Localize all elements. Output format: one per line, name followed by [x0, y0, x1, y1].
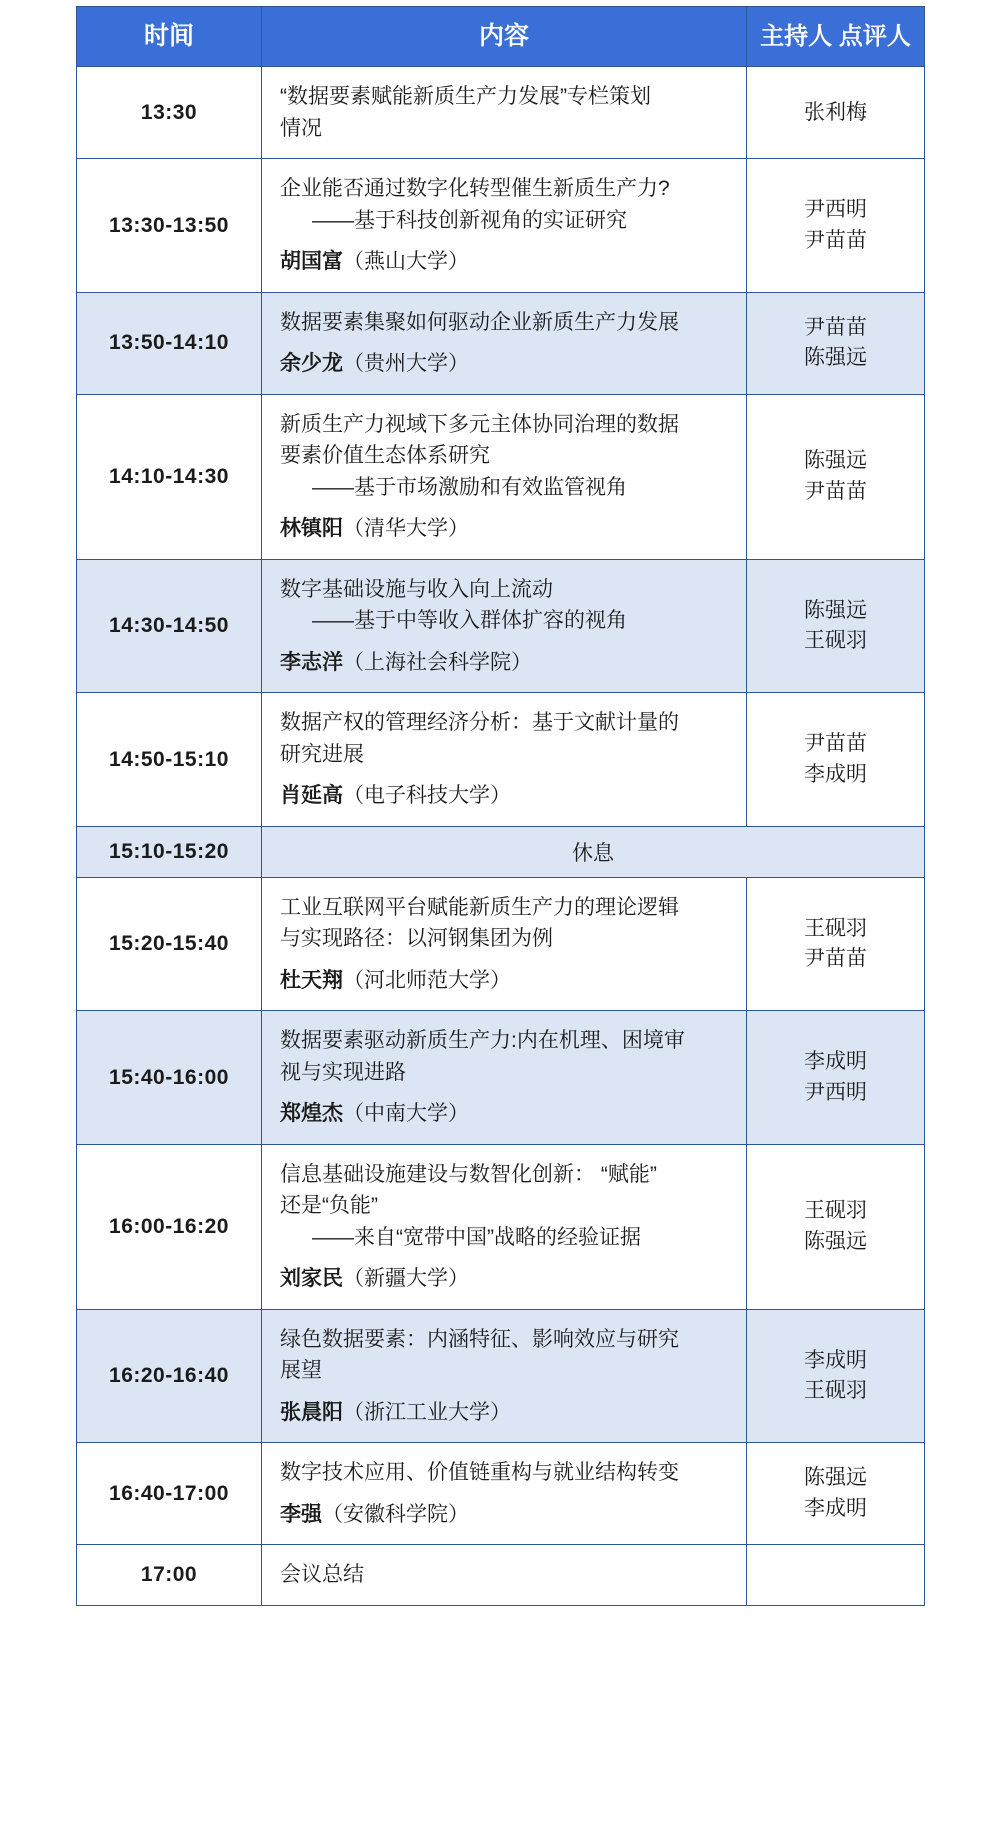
- session-hosts: [747, 693, 925, 827]
- host-name: 王砚羽: [804, 1379, 867, 1402]
- session-time: 16:40-17:00: [77, 1443, 262, 1545]
- session-hosts: [747, 1443, 925, 1545]
- speaker-line: [280, 1397, 732, 1429]
- host-name: 尹苗苗: [804, 732, 867, 756]
- session-hosts: [747, 67, 925, 159]
- host-name: 王砚羽: [804, 1199, 867, 1223]
- host-name: 陈强远: [804, 346, 867, 370]
- content-line: ——基于市场激励和有效监管视角: [312, 475, 627, 499]
- session-hosts: [747, 1144, 925, 1309]
- speaker-affiliation: （浙江工业大学）: [343, 1400, 511, 1424]
- content-line: 绿色数据要素：内涵特征、影响效应与研究: [280, 1327, 679, 1351]
- host-name: 陈强远: [804, 1229, 867, 1253]
- content-line: 还是“负能”: [280, 1194, 378, 1218]
- table-body: [77, 67, 925, 1606]
- session-time: 15:10-15:20: [77, 826, 262, 877]
- content-line: 视与实现进路: [280, 1060, 406, 1084]
- content-line: 信息基础设施建设与数智化创新： “赋能”: [280, 1162, 657, 1186]
- header-row: [77, 7, 925, 67]
- speaker-line: [280, 246, 732, 278]
- content-line: 数据要素驱动新质生产力:内在机理、困境审: [280, 1029, 685, 1053]
- agenda-table: [76, 6, 925, 1606]
- speaker-line: [280, 513, 732, 545]
- session-content: [262, 559, 747, 693]
- content-line: 工业互联网平台赋能新质生产力的理论逻辑: [280, 895, 679, 919]
- session-content: [262, 877, 747, 1011]
- session-time: 17:00: [77, 1545, 262, 1606]
- session-time: 14:10-14:30: [77, 394, 262, 559]
- speaker-affiliation: （河北师范大学）: [343, 968, 511, 992]
- speaker-affiliation: （电子科技大学）: [343, 784, 511, 808]
- header-host-line2: 点评人: [838, 22, 911, 50]
- speaker-name: 郑煌杰: [280, 1102, 343, 1126]
- host-name: 陈强远: [804, 1466, 867, 1490]
- header-content: 内容: [262, 7, 747, 67]
- content-line: 数字技术应用、价值链重构与就业结构转变: [280, 1461, 679, 1485]
- host-name: 李成明: [804, 1348, 867, 1372]
- content-line: 数字基础设施与收入向上流动: [280, 577, 553, 601]
- table-row: [77, 159, 925, 293]
- session-time: 14:30-14:50: [77, 559, 262, 693]
- session-hosts: [747, 292, 925, 394]
- content-line: 会议总结: [280, 1563, 364, 1587]
- host-name: 尹苗苗: [804, 315, 867, 339]
- session-time: 15:40-16:00: [77, 1011, 262, 1145]
- speaker-name: 李强: [280, 1502, 322, 1526]
- speaker-affiliation: （中南大学）: [343, 1102, 469, 1126]
- table-row: [77, 1144, 925, 1309]
- content-line: 企业能否通过数字化转型催生新质生产力?: [280, 177, 670, 201]
- host-name: 李成明: [804, 1496, 867, 1520]
- host-name: 尹苗苗: [804, 479, 867, 503]
- speaker-affiliation: （上海社会科学院）: [343, 650, 532, 674]
- table-row: [77, 559, 925, 693]
- content-line: ——基于科技创新视角的实证研究: [312, 208, 627, 232]
- host-name: 张利梅: [804, 100, 867, 124]
- speaker-name: 张晨阳: [280, 1400, 343, 1424]
- host-name: 尹西明: [804, 198, 867, 222]
- table-row: [77, 1309, 925, 1443]
- content-line: “数据要素赋能新质生产力发展”专栏策划: [280, 85, 651, 109]
- table-row: [77, 394, 925, 559]
- host-name: 李成明: [804, 1050, 867, 1074]
- speaker-name: 李志洋: [280, 650, 343, 674]
- session-time: 13:50-14:10: [77, 292, 262, 394]
- content-line: 新质生产力视域下多元主体协同治理的数据: [280, 412, 679, 436]
- break-label: 休息: [262, 826, 925, 877]
- session-content: [262, 1309, 747, 1443]
- session-time: 14:50-15:10: [77, 693, 262, 827]
- speaker-affiliation: （安徽科学院）: [322, 1502, 469, 1526]
- header-time: 时间: [77, 7, 262, 67]
- session-content: [262, 693, 747, 827]
- speaker-affiliation: （燕山大学）: [343, 250, 469, 274]
- table-row: [77, 1443, 925, 1545]
- speaker-line: [280, 348, 732, 380]
- host-name: 陈强远: [804, 598, 867, 622]
- content-line: ——来自“宽带中国”战略的经验证据: [312, 1225, 641, 1249]
- session-hosts: [747, 1011, 925, 1145]
- schedule-container: [76, 0, 924, 1606]
- content-line: 展望: [280, 1359, 322, 1383]
- speaker-name: 肖延高: [280, 784, 343, 808]
- content-line: 情况: [280, 116, 322, 140]
- host-name: 李成明: [804, 762, 867, 786]
- speaker-name: 胡国富: [280, 250, 343, 274]
- speaker-line: [280, 1098, 732, 1130]
- session-content: [262, 394, 747, 559]
- content-line: ——基于中等收入群体扩容的视角: [312, 609, 627, 633]
- content-line: 与实现路径：以河钢集团为例: [280, 927, 553, 951]
- session-content: [262, 1011, 747, 1145]
- session-time: 16:00-16:20: [77, 1144, 262, 1309]
- table-row: [77, 292, 925, 394]
- table-row: [77, 1011, 925, 1145]
- host-name: 尹西明: [804, 1080, 867, 1104]
- table-row: [77, 826, 925, 877]
- content-line: 研究进展: [280, 742, 364, 766]
- speaker-line: [280, 1263, 732, 1295]
- table-row: [77, 1545, 925, 1606]
- header-host: [747, 7, 925, 67]
- speaker-name: 刘家民: [280, 1267, 343, 1291]
- table-header: [77, 7, 925, 67]
- table-row: [77, 67, 925, 159]
- speaker-line: [280, 647, 732, 679]
- session-content: [262, 292, 747, 394]
- speaker-line: [280, 1499, 732, 1531]
- speaker-name: 余少龙: [280, 352, 343, 376]
- host-name: 王砚羽: [804, 629, 867, 652]
- session-hosts: [747, 559, 925, 693]
- content-line: 数据要素集聚如何驱动企业新质生产力发展: [280, 310, 679, 334]
- host-name: 王砚羽: [804, 916, 867, 940]
- content-line: 数据产权的管理经济分析：基于文献计量的: [280, 711, 679, 735]
- session-hosts: [747, 394, 925, 559]
- speaker-line: [280, 780, 732, 812]
- host-name: 尹苗苗: [804, 228, 867, 252]
- speaker-affiliation: （新疆大学）: [343, 1267, 469, 1291]
- table-row: [77, 693, 925, 827]
- speaker-affiliation: （清华大学）: [343, 517, 469, 541]
- session-content: [262, 67, 747, 159]
- speaker-name: 林镇阳: [280, 517, 343, 541]
- content-line: 要素价值生态体系研究: [280, 444, 490, 468]
- session-content: [262, 159, 747, 293]
- host-name: 陈强远: [804, 449, 867, 473]
- speaker-line: [280, 965, 732, 997]
- table-row: [77, 877, 925, 1011]
- speaker-name: 杜天翔: [280, 968, 343, 992]
- session-time: 15:20-15:40: [77, 877, 262, 1011]
- session-hosts: [747, 159, 925, 293]
- header-host-line1: 主持人: [760, 22, 833, 50]
- session-time: 13:30: [77, 67, 262, 159]
- session-content: [262, 1443, 747, 1545]
- session-hosts: [747, 877, 925, 1011]
- speaker-affiliation: （贵州大学）: [343, 352, 469, 376]
- session-hosts: [747, 1309, 925, 1443]
- host-name: 尹苗苗: [804, 947, 867, 970]
- session-time: 16:20-16:40: [77, 1309, 262, 1443]
- session-time: 13:30-13:50: [77, 159, 262, 293]
- session-content: [262, 1144, 747, 1309]
- session-hosts: [747, 1545, 925, 1606]
- session-content: [262, 1545, 747, 1606]
